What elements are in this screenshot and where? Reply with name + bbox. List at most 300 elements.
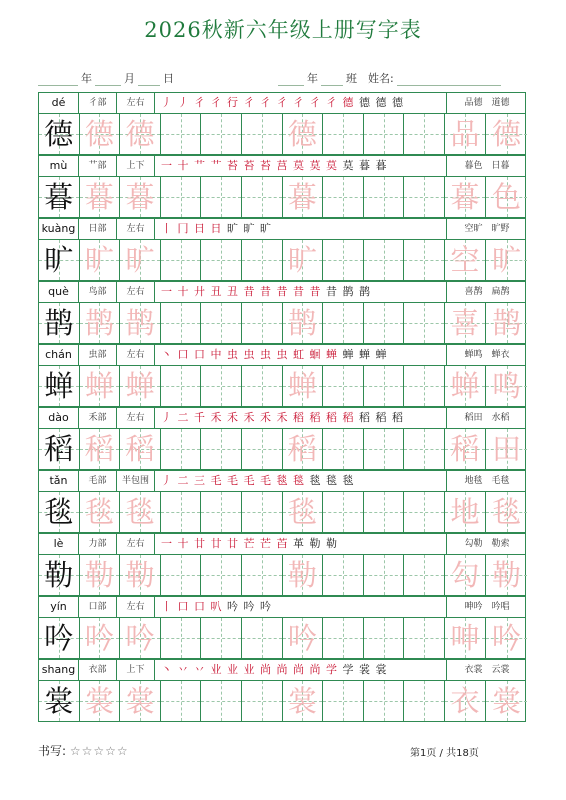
writing-box[interactable]	[283, 429, 324, 469]
stroke-step: 虫	[276, 348, 289, 361]
writing-box[interactable]	[364, 429, 405, 469]
stroke-step: 禾	[243, 411, 256, 424]
stroke-step: 十	[177, 285, 190, 298]
trace-char: 毯	[125, 495, 155, 529]
writing-box[interactable]	[201, 492, 242, 532]
writing-box[interactable]	[283, 492, 324, 532]
writing-box[interactable]	[445, 177, 486, 217]
writing-box[interactable]	[364, 114, 405, 154]
trace-char: 喜	[450, 306, 480, 340]
writing-box[interactable]	[486, 303, 527, 343]
writing-box[interactable]	[404, 555, 445, 595]
writing-box[interactable]	[323, 303, 364, 343]
practice-grid	[38, 617, 526, 659]
stroke-step: 一	[161, 285, 173, 298]
trace-char: 稻	[287, 432, 317, 466]
stroke-step: 苔	[243, 159, 256, 172]
rating-stars[interactable]: ☆☆☆☆☆	[69, 744, 129, 758]
model-char: 蝉	[44, 369, 74, 403]
writing-box[interactable]	[120, 114, 161, 154]
stroke-step: 艹	[210, 159, 223, 172]
writing-box[interactable]	[404, 492, 445, 532]
trace-char: 稻	[125, 432, 155, 466]
writing-box[interactable]	[120, 303, 161, 343]
stroke-step: 昔	[243, 285, 256, 298]
writing-box[interactable]	[201, 618, 242, 658]
stroke-order	[155, 93, 447, 113]
stroke-step: 廾	[194, 285, 206, 298]
year-label: 年	[81, 72, 92, 85]
stroke-step: 学	[342, 663, 355, 676]
writing-box[interactable]	[201, 366, 242, 406]
pinyin: yín	[39, 597, 79, 617]
stroke-step: 虫	[227, 348, 239, 361]
writing-box[interactable]	[120, 429, 161, 469]
writing-box[interactable]	[323, 177, 364, 217]
writing-box[interactable]	[404, 303, 445, 343]
radical: 毛部	[79, 471, 117, 491]
stroke-step: 禾	[227, 411, 239, 424]
writing-box[interactable]	[161, 681, 202, 721]
stroke-step: 毛	[243, 474, 256, 487]
model-char: 旷	[44, 243, 74, 277]
writing-box[interactable]	[283, 555, 324, 595]
stroke-step: 芒	[260, 537, 272, 550]
trace-char: 德	[125, 117, 155, 151]
stroke-step: 蝉	[326, 348, 338, 361]
stroke-step: 毯	[293, 474, 305, 487]
writing-box[interactable]	[445, 429, 486, 469]
writing-box[interactable]	[120, 681, 161, 721]
stroke-step: 禾	[260, 411, 272, 424]
trace-char: 鹊	[125, 306, 155, 340]
writing-box[interactable]	[161, 303, 202, 343]
pinyin-row	[38, 281, 526, 302]
trace-char: 吟	[125, 621, 155, 655]
stroke-step: 彳	[194, 96, 206, 109]
writing-box[interactable]	[242, 177, 283, 217]
writing-box[interactable]	[283, 366, 324, 406]
structure: 左右	[117, 408, 155, 428]
writing-box[interactable]	[323, 429, 364, 469]
stroke-order	[155, 156, 447, 176]
writing-box[interactable]	[80, 177, 121, 217]
writing-box[interactable]	[445, 366, 486, 406]
writing-box[interactable]	[201, 303, 242, 343]
writing-box[interactable]	[120, 555, 161, 595]
stroke-order	[155, 471, 447, 491]
writing-box[interactable]	[445, 492, 486, 532]
stroke-step: 稻	[309, 411, 322, 424]
writing-box[interactable]	[445, 681, 486, 721]
trace-char: 鹊	[84, 306, 114, 340]
trace-char: 暮	[125, 180, 155, 214]
stroke-step: 莫	[326, 159, 338, 172]
stroke-step: 彳	[210, 96, 223, 109]
pinyin-row	[38, 218, 526, 239]
stroke-step: 丿	[177, 96, 190, 109]
stroke-step: 丨	[161, 600, 173, 613]
stroke-step: 尚	[260, 663, 272, 676]
trace-char: 蝉	[84, 369, 114, 403]
stroke-step: 稻	[359, 411, 371, 424]
writing-box[interactable]	[39, 681, 80, 721]
writing-box[interactable]	[404, 681, 445, 721]
model-char: 稻	[44, 432, 74, 466]
stroke-step: 德	[375, 96, 388, 109]
radical: 彳部	[79, 93, 117, 113]
structure: 半包围	[117, 471, 155, 491]
writing-box[interactable]	[486, 555, 527, 595]
writing-box[interactable]	[404, 177, 445, 217]
stroke-step: 丑	[227, 285, 239, 298]
stroke-step: 尚	[309, 663, 322, 676]
writing-label: 书写:	[38, 744, 67, 758]
trace-char: 暮	[450, 180, 480, 214]
trace-char: 旷	[491, 243, 521, 277]
stroke-step: 业	[243, 663, 256, 676]
writing-box[interactable]	[364, 366, 405, 406]
writing-box[interactable]	[486, 681, 527, 721]
page-indicator: 第1页 / 共18页	[410, 748, 479, 759]
stroke-step: 勒	[309, 537, 322, 550]
radical: 口部	[79, 597, 117, 617]
stroke-step: 苔	[260, 159, 272, 172]
writing-box[interactable]	[364, 555, 405, 595]
stroke-order	[155, 534, 447, 554]
stroke-step: 口	[177, 600, 190, 613]
stroke-step: 暮	[359, 159, 371, 172]
writing-box[interactable]	[39, 177, 80, 217]
trace-char: 毯	[84, 495, 114, 529]
writing-box[interactable]	[323, 240, 364, 280]
writing-box[interactable]	[242, 618, 283, 658]
structure: 左右	[117, 282, 155, 302]
writing-box[interactable]	[445, 114, 486, 154]
stroke-step: 彳	[276, 96, 289, 109]
stroke-step: 蝉	[375, 348, 388, 361]
example-words: 蝉鸣 蝉衣	[464, 350, 510, 360]
writing-box[interactable]	[39, 555, 80, 595]
trace-char: 裳	[84, 684, 114, 718]
writing-box[interactable]	[120, 240, 161, 280]
writing-box[interactable]	[283, 114, 324, 154]
trace-char: 裳	[125, 684, 155, 718]
model-char: 鹊	[44, 306, 74, 340]
stroke-order	[155, 408, 447, 428]
grade-label: 年	[307, 72, 318, 85]
stroke-step: 廿	[194, 537, 206, 550]
class-label: 班	[346, 72, 357, 85]
stroke-step: 勒	[326, 537, 338, 550]
stroke-step: 彳	[293, 96, 305, 109]
radical: 虫部	[79, 345, 117, 365]
writing-box[interactable]	[242, 240, 283, 280]
writing-box[interactable]	[161, 429, 202, 469]
stroke-step: 旷	[260, 222, 272, 235]
writing-box[interactable]	[80, 681, 121, 721]
writing-box[interactable]	[364, 303, 405, 343]
writing-box[interactable]	[486, 240, 527, 280]
stroke-step: 丿	[161, 96, 173, 109]
writing-box[interactable]	[120, 366, 161, 406]
writing-box[interactable]	[80, 492, 121, 532]
writing-box[interactable]	[161, 555, 202, 595]
writing-score	[38, 742, 129, 759]
trace-char: 裳	[287, 684, 317, 718]
stroke-step: 禾	[276, 411, 289, 424]
trace-char: 蝉	[287, 369, 317, 403]
stroke-step: 丶	[161, 663, 173, 676]
trace-char: 毯	[491, 495, 521, 529]
writing-box[interactable]	[39, 429, 80, 469]
trace-char: 空	[450, 243, 480, 277]
writing-box[interactable]	[323, 492, 364, 532]
writing-box[interactable]	[364, 681, 405, 721]
trace-char: 暮	[84, 180, 114, 214]
example-words: 勾勒 勒索	[464, 539, 510, 549]
writing-box[interactable]	[486, 114, 527, 154]
writing-box[interactable]	[242, 492, 283, 532]
trace-char: 衣	[450, 684, 480, 718]
writing-box[interactable]	[161, 618, 202, 658]
stroke-step: 革	[293, 537, 305, 550]
stroke-step: 二	[177, 411, 190, 424]
stroke-step: 彳	[260, 96, 272, 109]
writing-box[interactable]	[80, 555, 121, 595]
stroke-step: 口	[194, 600, 206, 613]
model-char: 德	[44, 117, 74, 151]
writing-box[interactable]	[242, 303, 283, 343]
writing-box[interactable]	[242, 681, 283, 721]
structure: 左右	[117, 534, 155, 554]
stroke-step: 叭	[210, 600, 223, 613]
student-fields	[278, 70, 501, 86]
practice-grid	[38, 239, 526, 281]
writing-box[interactable]	[80, 114, 121, 154]
stroke-step: 吟	[243, 600, 256, 613]
writing-box[interactable]	[364, 240, 405, 280]
writing-box[interactable]	[80, 618, 121, 658]
stroke-step: 千	[194, 411, 206, 424]
writing-box[interactable]	[201, 681, 242, 721]
radical: 衣部	[79, 660, 117, 680]
writing-box[interactable]	[161, 114, 202, 154]
char-row	[38, 470, 526, 533]
writing-box[interactable]	[486, 492, 527, 532]
model-char: 裳	[44, 684, 74, 718]
writing-box[interactable]	[120, 177, 161, 217]
radical: 鸟部	[79, 282, 117, 302]
writing-box[interactable]	[161, 366, 202, 406]
writing-box[interactable]	[39, 618, 80, 658]
writing-box[interactable]	[486, 366, 527, 406]
pinyin-row	[38, 344, 526, 365]
practice-grid	[38, 680, 526, 722]
example-words: 空旷 旷野	[464, 224, 510, 234]
writing-box[interactable]	[201, 555, 242, 595]
stroke-step: 虫	[243, 348, 256, 361]
trace-char: 勒	[491, 558, 521, 592]
name-label: 姓名:	[368, 72, 394, 85]
stroke-step: 毛	[227, 474, 239, 487]
char-row	[38, 533, 526, 596]
trace-char: 旷	[287, 243, 317, 277]
writing-box[interactable]	[486, 429, 527, 469]
practice-grid	[38, 554, 526, 596]
stroke-step: 尚	[276, 663, 289, 676]
writing-box[interactable]	[120, 618, 161, 658]
writing-box[interactable]	[404, 366, 445, 406]
writing-box[interactable]	[445, 555, 486, 595]
stroke-step: 昔	[276, 285, 289, 298]
writing-box[interactable]	[323, 555, 364, 595]
structure: 左右	[117, 219, 155, 239]
stroke-step: 艹	[194, 159, 206, 172]
trace-char: 吟	[84, 621, 114, 655]
writing-box[interactable]	[201, 429, 242, 469]
trace-char: 色	[491, 180, 521, 214]
writing-box[interactable]	[39, 114, 80, 154]
practice-grid	[38, 491, 526, 533]
month-label: 月	[124, 72, 135, 85]
practice-grid	[38, 428, 526, 470]
writing-box[interactable]	[364, 618, 405, 658]
writing-box[interactable]	[39, 240, 80, 280]
writing-box[interactable]	[39, 303, 80, 343]
stroke-step: 彳	[326, 96, 338, 109]
trace-char: 暮	[287, 180, 317, 214]
radical: 禾部	[79, 408, 117, 428]
stroke-step: 中	[210, 348, 223, 361]
stroke-step: 业	[210, 663, 223, 676]
pinyin-row	[38, 659, 526, 680]
writing-box[interactable]	[80, 429, 121, 469]
trace-char: 吟	[491, 621, 521, 655]
writing-box[interactable]	[323, 114, 364, 154]
writing-box[interactable]	[404, 114, 445, 154]
writing-box[interactable]	[161, 177, 202, 217]
trace-char: 吟	[287, 621, 317, 655]
stroke-order	[155, 345, 447, 365]
stroke-step: 稻	[342, 411, 355, 424]
stroke-step: 德	[342, 96, 355, 109]
trace-char: 勒	[125, 558, 155, 592]
writing-box[interactable]	[242, 114, 283, 154]
pinyin: shang	[39, 660, 79, 680]
writing-box[interactable]	[201, 114, 242, 154]
stroke-step: 毯	[342, 474, 355, 487]
pinyin-row	[38, 407, 526, 428]
trace-char: 田	[491, 432, 521, 466]
writing-box[interactable]	[364, 177, 405, 217]
writing-box[interactable]	[486, 177, 527, 217]
writing-box[interactable]	[283, 303, 324, 343]
writing-box[interactable]	[404, 240, 445, 280]
writing-box[interactable]	[404, 618, 445, 658]
stroke-step: 暮	[375, 159, 388, 172]
stroke-step: 稻	[375, 411, 388, 424]
writing-box[interactable]	[242, 366, 283, 406]
stroke-order	[155, 282, 447, 302]
model-char: 吟	[44, 621, 74, 655]
example-words: 地毯 毛毯	[464, 476, 510, 486]
writing-box[interactable]	[161, 492, 202, 532]
stroke-step: 日	[194, 222, 206, 235]
trace-char: 旷	[125, 243, 155, 277]
stroke-step: 昔	[309, 285, 322, 298]
example-words: 呻吟 吟唱	[464, 602, 510, 612]
stroke-step: 一	[161, 159, 173, 172]
trace-char: 德	[84, 117, 114, 151]
writing-box[interactable]	[404, 429, 445, 469]
writing-box[interactable]	[242, 429, 283, 469]
structure: 上下	[117, 660, 155, 680]
model-char: 暮	[44, 180, 74, 214]
writing-box[interactable]	[201, 177, 242, 217]
stroke-step: 丿	[161, 411, 173, 424]
stroke-step: 裳	[359, 663, 371, 676]
trace-char: 蝉	[125, 369, 155, 403]
writing-box[interactable]	[323, 681, 364, 721]
stroke-step: 莫	[309, 159, 322, 172]
pinyin-row	[38, 533, 526, 554]
structure: 上下	[117, 156, 155, 176]
trace-char: 鹊	[287, 306, 317, 340]
writing-box[interactable]	[120, 492, 161, 532]
pinyin: mù	[39, 156, 79, 176]
stroke-step: 一	[161, 537, 173, 550]
pinyin-row	[38, 155, 526, 176]
writing-box[interactable]	[283, 177, 324, 217]
stroke-step: 彳	[309, 96, 322, 109]
stroke-step: 冂	[177, 222, 190, 235]
writing-box[interactable]	[201, 240, 242, 280]
stroke-step: 昔	[260, 285, 272, 298]
structure: 左右	[117, 93, 155, 113]
stroke-step: 口	[194, 348, 206, 361]
writing-box[interactable]	[39, 366, 80, 406]
writing-box[interactable]	[283, 618, 324, 658]
writing-box[interactable]	[283, 681, 324, 721]
writing-box[interactable]	[445, 240, 486, 280]
writing-box[interactable]	[445, 303, 486, 343]
writing-box[interactable]	[80, 366, 121, 406]
writing-box[interactable]	[283, 240, 324, 280]
writing-box[interactable]	[445, 618, 486, 658]
writing-box[interactable]	[323, 366, 364, 406]
writing-box[interactable]	[80, 240, 121, 280]
writing-box[interactable]	[39, 492, 80, 532]
writing-box[interactable]	[364, 492, 405, 532]
pinyin: kuàng	[39, 219, 79, 239]
writing-box[interactable]	[323, 618, 364, 658]
stroke-step: 廿	[210, 537, 223, 550]
stroke-step: 毯	[309, 474, 322, 487]
stroke-step: 莫	[342, 159, 355, 172]
stroke-step: 丶	[161, 348, 173, 361]
writing-box[interactable]	[80, 303, 121, 343]
trace-char: 鹊	[491, 306, 521, 340]
writing-box[interactable]	[242, 555, 283, 595]
stroke-step: 三	[194, 474, 206, 487]
writing-box[interactable]	[486, 618, 527, 658]
example-words: 喜鹊 扁鹊	[464, 287, 510, 297]
stroke-step: 业	[227, 663, 239, 676]
stroke-step: 廿	[227, 537, 239, 550]
trace-char: 地	[450, 495, 480, 529]
writing-box[interactable]	[161, 240, 202, 280]
